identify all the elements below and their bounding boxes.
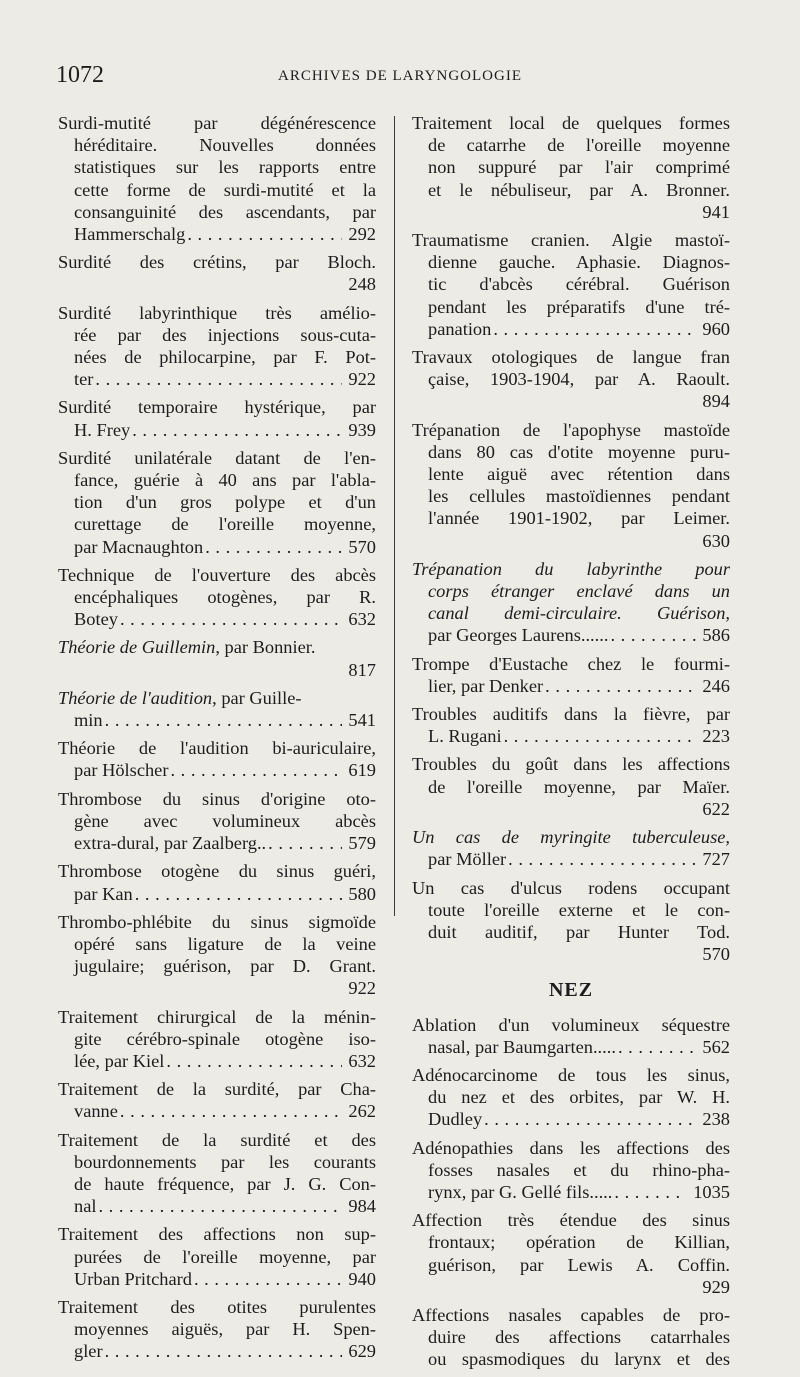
page-ref: 941	[702, 201, 730, 222]
page-ref: 570	[348, 536, 376, 557]
entry-line: consanguinité des ascendants, par	[74, 201, 376, 222]
entry-line: fosses nasales et du rhino-pha-	[428, 1159, 730, 1180]
entry-title-italic: Théorie de l'audition	[58, 687, 213, 708]
page-ref: 1035	[693, 1181, 730, 1202]
page-ref: 262	[348, 1101, 376, 1122]
entry-line: vanne	[74, 1101, 118, 1122]
entry-line: dienne gauche. Aphasie. Diagnos-	[428, 252, 730, 273]
entry-line: Ablation d'un volumineux séquestre	[412, 1014, 730, 1035]
entry-line: lente aiguë avec rétention dans	[428, 464, 730, 485]
right-column	[412, 112, 730, 1377]
entry-line: gène avec volumineux abcès	[74, 810, 376, 831]
entry-line: panation	[428, 318, 492, 339]
entry-line: duit auditif, par Hunter Tod.	[428, 921, 730, 942]
page-ref: 248	[348, 274, 376, 295]
entry-line: frontaux; opération de Killian,	[428, 1232, 730, 1253]
entry-line: de l'oreille moyenne, par Maïer.	[428, 776, 730, 797]
entry-line: Dudley	[428, 1109, 483, 1130]
entry-line: Traitement de la surdité et des	[58, 1129, 376, 1150]
page-ref: 922	[348, 978, 376, 999]
entry-line: Hammerschalg	[74, 224, 186, 245]
entry-line: Surdi-mutité par dégénérescence	[58, 113, 376, 133]
entry-line: Trépanation de l'apophyse mastoïde	[412, 419, 730, 440]
index-entry	[412, 877, 730, 966]
entry-line: , par Bonnier.	[215, 637, 316, 658]
page-number: 1072	[56, 62, 104, 88]
index-entry	[412, 1209, 730, 1298]
entry-line: Surdité labyrinthique très amélio-	[58, 302, 376, 323]
entry-line: Surdité des crétins, par Bloch.	[58, 252, 376, 273]
entry-line: rynx, par G. Gellé fils.....	[428, 1181, 613, 1202]
entry-line: Un cas d'ulcus rodens occupant	[412, 877, 730, 898]
index-entry	[412, 1137, 730, 1204]
index-entry	[58, 737, 376, 781]
entry-line: nasal, par Baumgarten.....	[428, 1036, 616, 1057]
entry-line: extra-dural, par Zaalberg..	[74, 833, 267, 854]
entry-title-italic: Théorie de Guillemin	[58, 637, 216, 658]
entry-line: cette forme de surdi-mutité et la	[74, 179, 376, 200]
index-entry	[412, 112, 730, 223]
page-ref: 632	[348, 609, 376, 630]
index-entry	[58, 447, 376, 558]
entry-line: Théorie de l'audition bi-auriculaire,	[58, 738, 376, 759]
column-divider	[394, 116, 395, 916]
entry-line: dans 80 cas d'otite moyenne puru-	[428, 441, 730, 462]
entry-line: par Georges Laurens......	[428, 625, 609, 646]
index-entry	[412, 653, 730, 697]
page-ref: 223	[702, 726, 730, 747]
page-ref: 939	[348, 419, 376, 440]
entry-line: gler	[74, 1341, 103, 1362]
page-ref: 579	[348, 833, 376, 854]
entry-line: Affections nasales capables de pro-	[412, 1304, 730, 1325]
index-entry	[412, 558, 730, 647]
entry-line: Adénopathies dans les affections des	[412, 1137, 730, 1158]
index-entry	[412, 229, 730, 340]
entry-line: tion d'un gros polype et d'un	[74, 492, 376, 513]
entry-line: Urban Pritchard	[74, 1268, 192, 1289]
entry-line: jugulaire; guérison, par D. Grant.	[74, 956, 376, 977]
page-ref: 292	[348, 224, 376, 245]
index-entry	[58, 1223, 376, 1290]
page-ref: 817	[348, 659, 376, 680]
index-entry	[58, 564, 376, 631]
entry-line: Surdité temporaire hystérique, par	[58, 397, 376, 418]
entry-line: H. Frey	[74, 419, 131, 440]
entry-line: Technique de l'ouverture des abcès	[58, 564, 376, 585]
entry-line: , par Guille-	[212, 687, 302, 708]
entry-line: Traumatisme cranien. Algie mastoï-	[412, 230, 730, 251]
entry-line: fance, guérie à 40 ans par l'abla-	[74, 470, 376, 491]
entry-line: de catarrhe de l'oreille moyenne	[428, 135, 730, 156]
entry-title-italic: canal demi-circulaire. Guérison,	[428, 603, 730, 624]
entry-line: Traitement local de quelques formes	[412, 113, 730, 133]
index-entry	[58, 1296, 376, 1363]
index-entry	[58, 251, 376, 295]
entry-line: nées de philocarpine, par F. Pot-	[74, 347, 376, 368]
entry-line: rée par des injections sous-cuta-	[74, 324, 376, 345]
entry-line: Botey	[74, 609, 118, 630]
index-entry	[58, 302, 376, 391]
section-heading-nez: NEZ	[548, 979, 594, 1002]
page-ref: 940	[348, 1268, 376, 1289]
entry-line: Trompe d'Eustache chez le fourmi-	[412, 653, 730, 674]
page-ref: 960	[702, 318, 730, 339]
entry-line: Traitement des affections non sup-	[58, 1224, 376, 1245]
index-entry	[58, 636, 376, 680]
entry-line: Surdité unilatérale datant de l'en-	[58, 447, 376, 468]
entry-line: tic d'abcès cérébral. Guérison	[428, 274, 730, 295]
entry-line: de haute fréquence, par J. G. Con-	[74, 1173, 376, 1194]
entry-line: min	[74, 710, 103, 731]
entry-line: Traitement de la surdité, par Cha-	[58, 1079, 376, 1100]
page-ref: 238	[702, 1109, 730, 1130]
entry-line: lier, par Denker	[428, 675, 544, 696]
entry-line: l'année 1901-1902, par Leimer.	[428, 508, 730, 529]
entry-line: Troubles du goût dans les affections	[412, 754, 730, 775]
page-ref: 586	[702, 625, 730, 646]
index-entry	[412, 753, 730, 820]
page-ref: 622	[702, 798, 730, 819]
entry-line: Thrombo-phlébite du sinus sigmoïde	[58, 911, 376, 932]
entry-line: curettage de l'oreille moyenne,	[74, 514, 376, 535]
entry-line: par Kan	[74, 883, 133, 904]
index-entry	[412, 1304, 730, 1371]
index-entry	[58, 788, 376, 855]
page-ref: 541	[348, 710, 376, 731]
index-entry	[412, 703, 730, 747]
entry-line: ter	[74, 369, 94, 390]
page-ref: 562	[702, 1036, 730, 1057]
index-entry	[58, 687, 376, 731]
left-column	[58, 112, 376, 1369]
page-ref: 922	[348, 369, 376, 390]
entry-title-italic: corps étranger enclavé dans un	[428, 581, 730, 602]
entry-line: et le nébuliseur, par A. Bronner.	[428, 179, 730, 200]
entry-line: les cellules mastoïdiennes pendant	[428, 486, 730, 507]
index-entry	[58, 112, 376, 245]
entry-line: non suppuré par l'air comprimé	[428, 157, 730, 178]
entry-line: héréditaire. Nouvelles données	[74, 135, 376, 156]
entry-line: par Möller	[428, 849, 507, 870]
entry-line: pendant les préparatifs d'une tré-	[428, 296, 730, 317]
entry-line: Thrombose otogène du sinus guéri,	[58, 861, 376, 882]
entry-line: toute l'oreille externe et le con-	[428, 899, 730, 920]
index-entry	[412, 346, 730, 413]
page-ref: 570	[702, 944, 730, 965]
page-ref: 727	[702, 849, 730, 870]
entry-title-italic: Trépanation du labyrinthe pour	[412, 558, 730, 579]
entry-line: lée, par Kiel	[74, 1050, 165, 1071]
page-ref: 984	[348, 1196, 376, 1217]
entry-title-italic: Un cas de myringite tuberculeuse,	[412, 827, 730, 848]
entry-line: duire des affections catarrhales	[428, 1327, 730, 1348]
entry-line: purées de l'oreille moyenne, par	[74, 1246, 376, 1267]
page-ref: 632	[348, 1050, 376, 1071]
page-ref: 629	[348, 1341, 376, 1362]
entry-line: Traitement chirurgical de la ménin-	[58, 1006, 376, 1027]
entry-line: Adénocarcinome de tous les sinus,	[412, 1064, 730, 1085]
entry-line: opéré sans ligature de la veine	[74, 933, 376, 954]
page-header	[56, 62, 744, 94]
index-entry	[412, 826, 730, 870]
entry-line: statistiques sur les rapports entre	[74, 157, 376, 178]
running-title: ARCHIVES DE LARYNGOLOGIE	[278, 68, 522, 84]
index-entry	[58, 1129, 376, 1218]
entry-line: gite cérébro-spinale otogène iso-	[74, 1028, 376, 1049]
entry-line: par Macnaughton	[74, 536, 204, 557]
entry-line: Troubles auditifs dans la fièvre, par	[412, 704, 730, 725]
index-entry	[58, 860, 376, 904]
index-entry	[58, 911, 376, 1000]
index-entry	[412, 1014, 730, 1058]
page-ref: 929	[702, 1276, 730, 1297]
page-ref: 246	[702, 675, 730, 696]
entry-line: par Hölscher	[74, 760, 169, 781]
entry-line: Travaux otologiques de langue fran	[412, 347, 730, 368]
entry-line: du nez et des orbites, par W. H.	[428, 1087, 730, 1108]
index-entry	[412, 419, 730, 552]
entry-line: bourdonnements par les courants	[74, 1151, 376, 1172]
entry-line: moyennes aiguës, par H. Spen-	[74, 1319, 376, 1340]
entry-line: ou spasmodiques du larynx et des	[428, 1349, 730, 1370]
entry-line: guérison, par Lewis A. Coffin.	[428, 1254, 730, 1275]
index-entry	[58, 396, 376, 440]
page-ref: 894	[702, 391, 730, 412]
page-ref: 580	[348, 883, 376, 904]
index-entry	[58, 1078, 376, 1122]
page-ref: 630	[702, 530, 730, 551]
index-entry	[58, 1006, 376, 1073]
entry-line: nal	[74, 1196, 97, 1217]
index-entry	[412, 1064, 730, 1131]
entry-line: Traitement des otites purulentes	[58, 1296, 376, 1317]
entry-line: Affection très étendue des sinus	[412, 1210, 730, 1231]
entry-line: çaise, 1903-1904, par A. Raoult.	[428, 369, 730, 390]
page-ref: 619	[348, 760, 376, 781]
entry-line: Thrombose du sinus d'origine oto-	[58, 788, 376, 809]
entry-line: L. Rugani	[428, 726, 502, 747]
entry-line: encéphaliques otogènes, par R.	[74, 587, 376, 608]
